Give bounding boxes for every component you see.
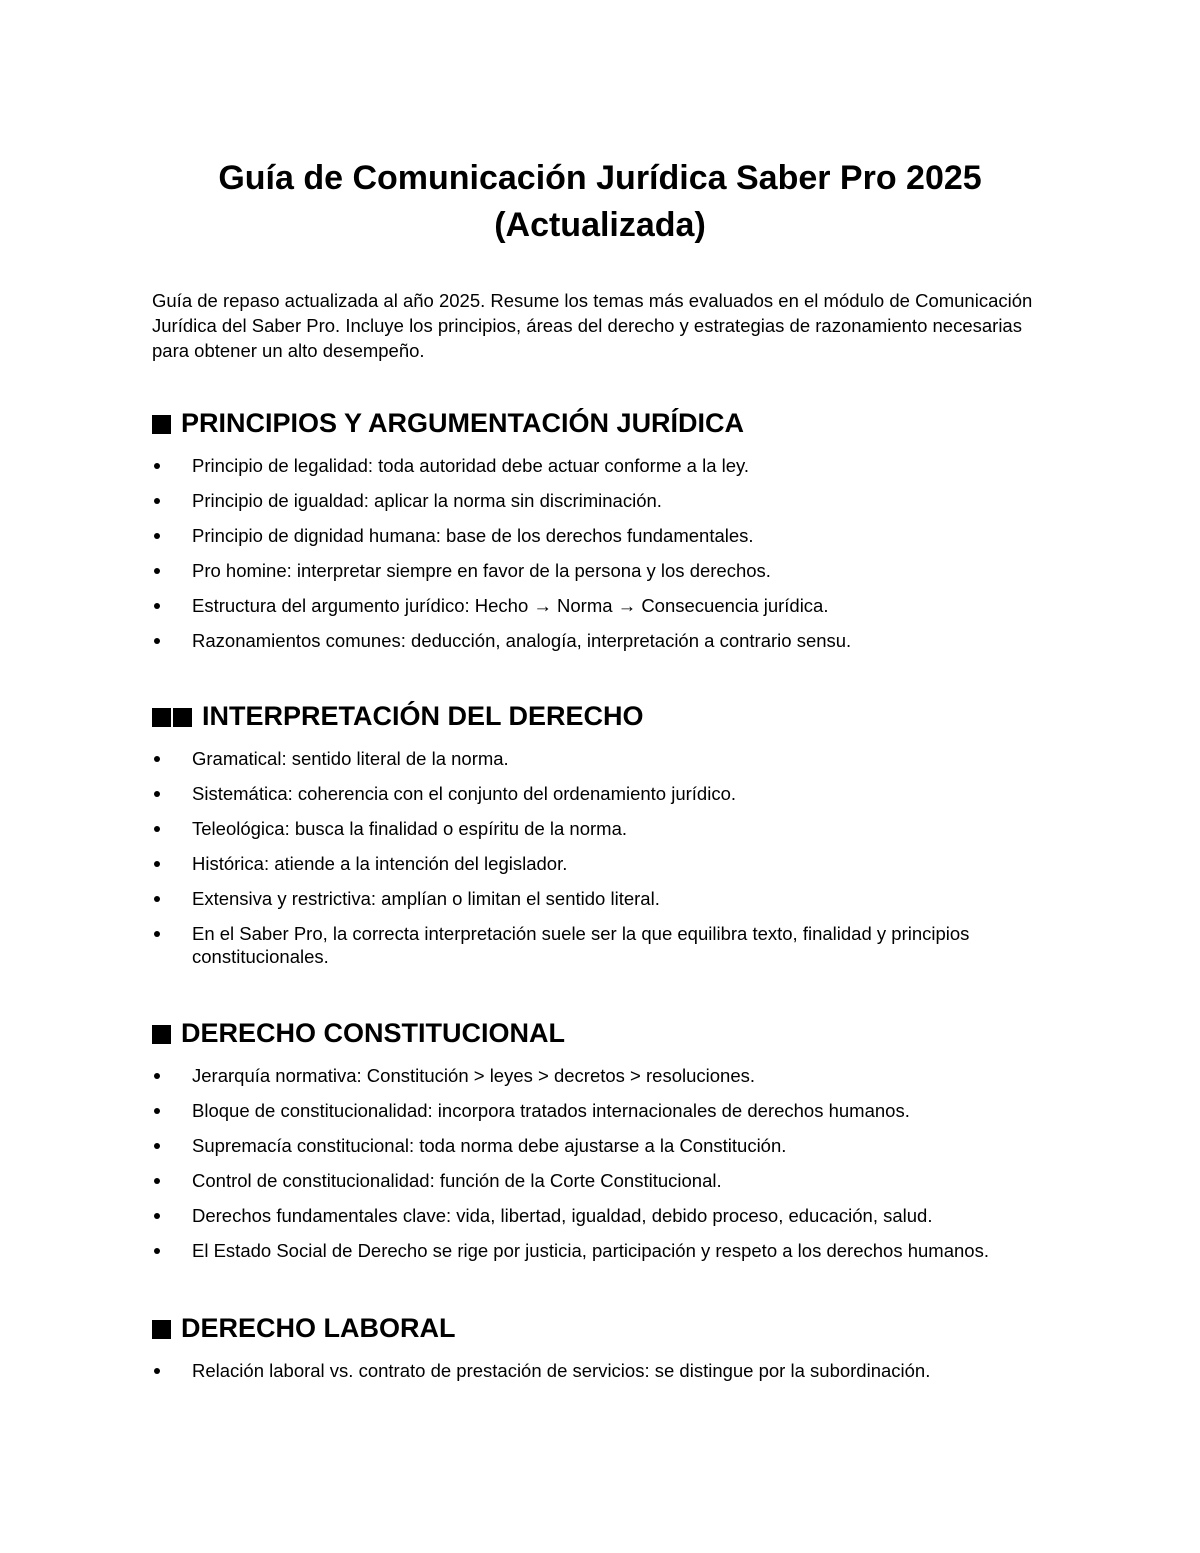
bullet-icon bbox=[154, 931, 160, 937]
list-item-text: Principio de igualdad: aplicar la norma sin discriminación. bbox=[192, 490, 662, 511]
bullet-icon bbox=[154, 861, 160, 867]
section-heading-text: DERECHO CONSTITUCIONAL bbox=[181, 1018, 565, 1048]
bullet-icon bbox=[154, 638, 160, 644]
section-heading-text: PRINCIPIOS Y ARGUMENTACIÓN JURÍDICA bbox=[181, 408, 745, 438]
bullet-icon bbox=[154, 1178, 160, 1184]
list-item-text: Teleológica: busca la finalidad o espíritu de la norma. bbox=[192, 818, 628, 839]
bullet-icon bbox=[154, 896, 160, 902]
list-item bbox=[152, 1064, 1072, 1087]
list-item bbox=[152, 629, 1072, 652]
bullet-icon bbox=[154, 1073, 160, 1079]
bullet-list bbox=[152, 454, 1072, 652]
section-heading bbox=[152, 699, 1072, 733]
bullet-list bbox=[152, 1359, 1072, 1382]
list-item bbox=[152, 454, 1072, 477]
bullet-icon bbox=[154, 603, 160, 609]
list-item bbox=[152, 1169, 1072, 1192]
bullet-icon bbox=[154, 568, 160, 574]
bullet-icon bbox=[154, 1143, 160, 1149]
section-heading-text: INTERPRETACIÓN DEL DERECHO bbox=[202, 701, 644, 731]
list-item bbox=[152, 1204, 1072, 1227]
square-bullet-icon bbox=[152, 1025, 171, 1044]
list-item bbox=[152, 594, 1072, 617]
list-item-text: Razonamientos comunes: deducción, analogía, interpretación a contrario sensu. bbox=[192, 630, 852, 651]
list-item-text: Relación laboral vs. contrato de prestación de servicios: se distingue por la subordinación. bbox=[192, 1360, 931, 1381]
section-principios bbox=[152, 406, 1072, 664]
square-bullet-icon bbox=[152, 1320, 171, 1339]
section-heading bbox=[152, 406, 1072, 440]
list-item-text: Derechos fundamentales clave: vida, libertad, igualdad, debido proceso, educación, salud. bbox=[192, 1205, 933, 1226]
bullet-icon bbox=[154, 756, 160, 762]
list-item bbox=[152, 1099, 1072, 1122]
list-item-text: Jerarquía normativa: Constitución > leyes > decretos > resoluciones. bbox=[192, 1065, 756, 1086]
intro-paragraph: Guía de repaso actualizada al año 2025. Resume los temas más evaluados en el módulo de Comunicación Jurídica del Saber Pro. Incluye los principios, áreas del derecho y estrategias de razonamiento necesarias para obtener un alto desempeño. bbox=[152, 290, 1033, 361]
square-bullet-icon bbox=[173, 708, 192, 727]
section-interpretacion bbox=[152, 699, 1072, 980]
list-item bbox=[152, 559, 1072, 582]
list-item bbox=[152, 782, 1072, 805]
list-item-text: Supremacía constitucional: toda norma debe ajustarse a la Constitución. bbox=[192, 1135, 787, 1156]
square-bullet-icon bbox=[152, 708, 171, 727]
bullet-list bbox=[152, 747, 1072, 968]
bullet-icon bbox=[154, 463, 160, 469]
list-item bbox=[152, 1239, 1072, 1262]
section-laboral bbox=[152, 1311, 1072, 1394]
list-item bbox=[152, 1134, 1072, 1157]
section-constitucional bbox=[152, 1016, 1072, 1274]
list-item-text: Control de constitucionalidad: función de la Corte Constitucional. bbox=[192, 1170, 722, 1191]
list-item-text: El Estado Social de Derecho se rige por justicia, participación y respeto a los derechos humanos. bbox=[192, 1240, 989, 1261]
bullet-list bbox=[152, 1064, 1072, 1262]
list-item-text: Pro homine: interpretar siempre en favor de la persona y los derechos. bbox=[192, 560, 771, 581]
section-heading bbox=[152, 1016, 1072, 1050]
bullet-icon bbox=[154, 826, 160, 832]
bullet-icon bbox=[154, 1108, 160, 1114]
list-item bbox=[152, 489, 1072, 512]
section-heading bbox=[152, 1311, 1072, 1345]
bullet-icon bbox=[154, 1248, 160, 1254]
list-item bbox=[152, 852, 1072, 875]
list-item-text: Extensiva y restrictiva: amplían o limitan el sentido literal. bbox=[192, 888, 660, 909]
section-heading-text: DERECHO LABORAL bbox=[181, 1313, 456, 1343]
list-item bbox=[152, 1359, 1072, 1382]
list-item bbox=[152, 922, 1072, 968]
list-item-text: En el Saber Pro, la correcta interpretación suele ser la que equilibra texto, finalidad y principios constitucionales. bbox=[192, 923, 970, 967]
list-item-text: Estructura del argumento jurídico: Hecho → Norma → Consecuencia jurídica. bbox=[192, 595, 829, 616]
bullet-icon bbox=[154, 1213, 160, 1219]
page-title bbox=[150, 155, 1050, 249]
list-item-text: Sistemática: coherencia con el conjunto del ordenamiento jurídico. bbox=[192, 783, 737, 804]
title-line-2: (Actualizada) bbox=[494, 206, 706, 244]
list-item-text: Bloque de constitucionalidad: incorpora tratados internacionales de derechos humanos. bbox=[192, 1100, 910, 1121]
list-item-text: Gramatical: sentido literal de la norma. bbox=[192, 748, 509, 769]
bullet-icon bbox=[154, 791, 160, 797]
bullet-icon bbox=[154, 498, 160, 504]
list-item bbox=[152, 524, 1072, 547]
list-item bbox=[152, 747, 1072, 770]
list-item-text: Principio de legalidad: toda autoridad debe actuar conforme a la ley. bbox=[192, 455, 750, 476]
bullet-icon bbox=[154, 1368, 160, 1374]
square-bullet-icon bbox=[152, 415, 171, 434]
bullet-icon bbox=[154, 533, 160, 539]
list-item-text: Histórica: atiende a la intención del legislador. bbox=[192, 853, 568, 874]
list-item bbox=[152, 887, 1072, 910]
list-item-text: Principio de dignidad humana: base de los derechos fundamentales. bbox=[192, 525, 754, 546]
title-line-1: Guía de Comunicación Jurídica Saber Pro 2025 bbox=[218, 159, 982, 197]
list-item bbox=[152, 817, 1072, 840]
